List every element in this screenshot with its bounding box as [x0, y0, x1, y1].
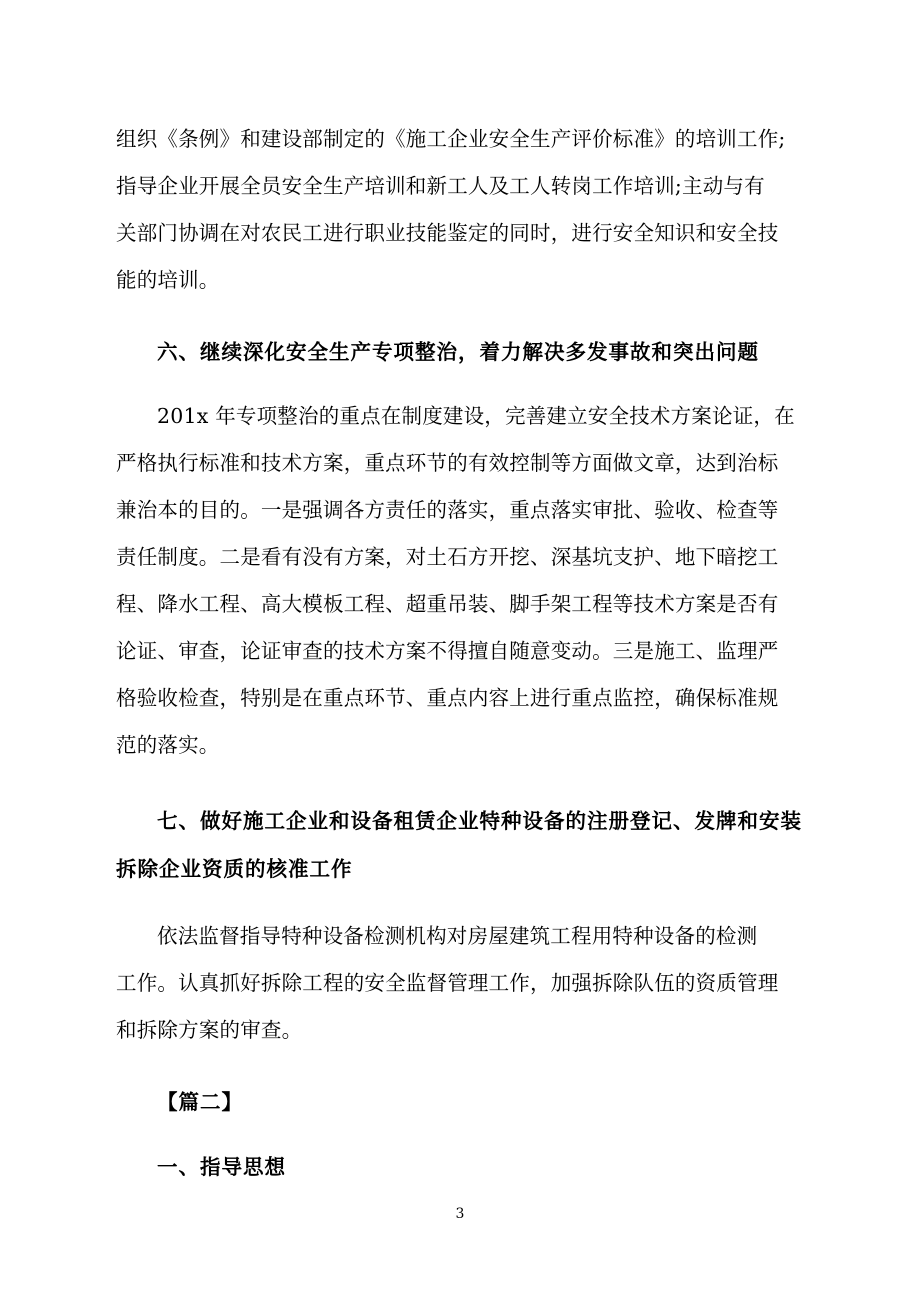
body-text-line: 程、降水工程、高大模板工程、超重吊装、脚手架工程等技术方案是否有	[116, 592, 779, 616]
body-text-line: 指导企业开展全员安全生产培训和新工人及工人转岗工作培训;主动与有	[116, 174, 765, 198]
body-text-line: 组织《条例》和建设部制定的《施工企业安全生产评价标准》的培训工作;	[116, 127, 786, 151]
body-text-line: 格验收检查，特别是在重点环节、重点内容上进行重点监控，确保标准规	[116, 686, 779, 710]
body-text-line: 能的培训。	[116, 268, 220, 292]
body-text-line: 201x 年专项整治的重点在制度建设，完善建立安全技术方案论证，在	[157, 404, 795, 428]
body-text-line: 兼治本的目的。一是强调各方责任的落实，重点落实审批、验收、检查等	[116, 498, 779, 522]
body-text-line: 和拆除方案的审查。	[116, 1018, 303, 1042]
section-heading-1: 一、指导思想	[157, 1155, 286, 1179]
body-text-line: 依法监督指导特种设备检测机构对房屋建筑工程用特种设备的检测	[157, 924, 758, 948]
part-two-heading: 【篇二】	[157, 1090, 243, 1114]
body-text-line: 责任制度。二是看有没有方案，对土石方开挖、深基坑支护、地下暗挖工	[116, 545, 779, 569]
body-text-line: 严格执行标准和技术方案，重点环节的有效控制等方面做文章，达到治标	[116, 451, 779, 475]
body-text-line: 范的落实。	[116, 733, 220, 757]
body-text-line: 论证、审查，论证审查的技术方案不得擅自随意变动。三是施工、监理严	[116, 639, 779, 663]
page-number: 3	[455, 1206, 465, 1222]
section-heading-7-line-2: 拆除企业资质的核准工作	[116, 857, 353, 881]
body-text-line: 工作。认真抓好拆除工程的安全监督管理工作，加强拆除队伍的资质管理	[116, 971, 779, 995]
body-text-line: 关部门协调在对农民工进行职业技能鉴定的同时，进行安全知识和安全技	[116, 221, 779, 245]
section-heading-6: 六、继续深化安全生产专项整治，着力解决多发事故和突出问题	[157, 340, 759, 364]
section-heading-7-line-1: 七、做好施工企业和设备租赁企业特种设备的注册登记、发牌和安装	[157, 809, 802, 833]
